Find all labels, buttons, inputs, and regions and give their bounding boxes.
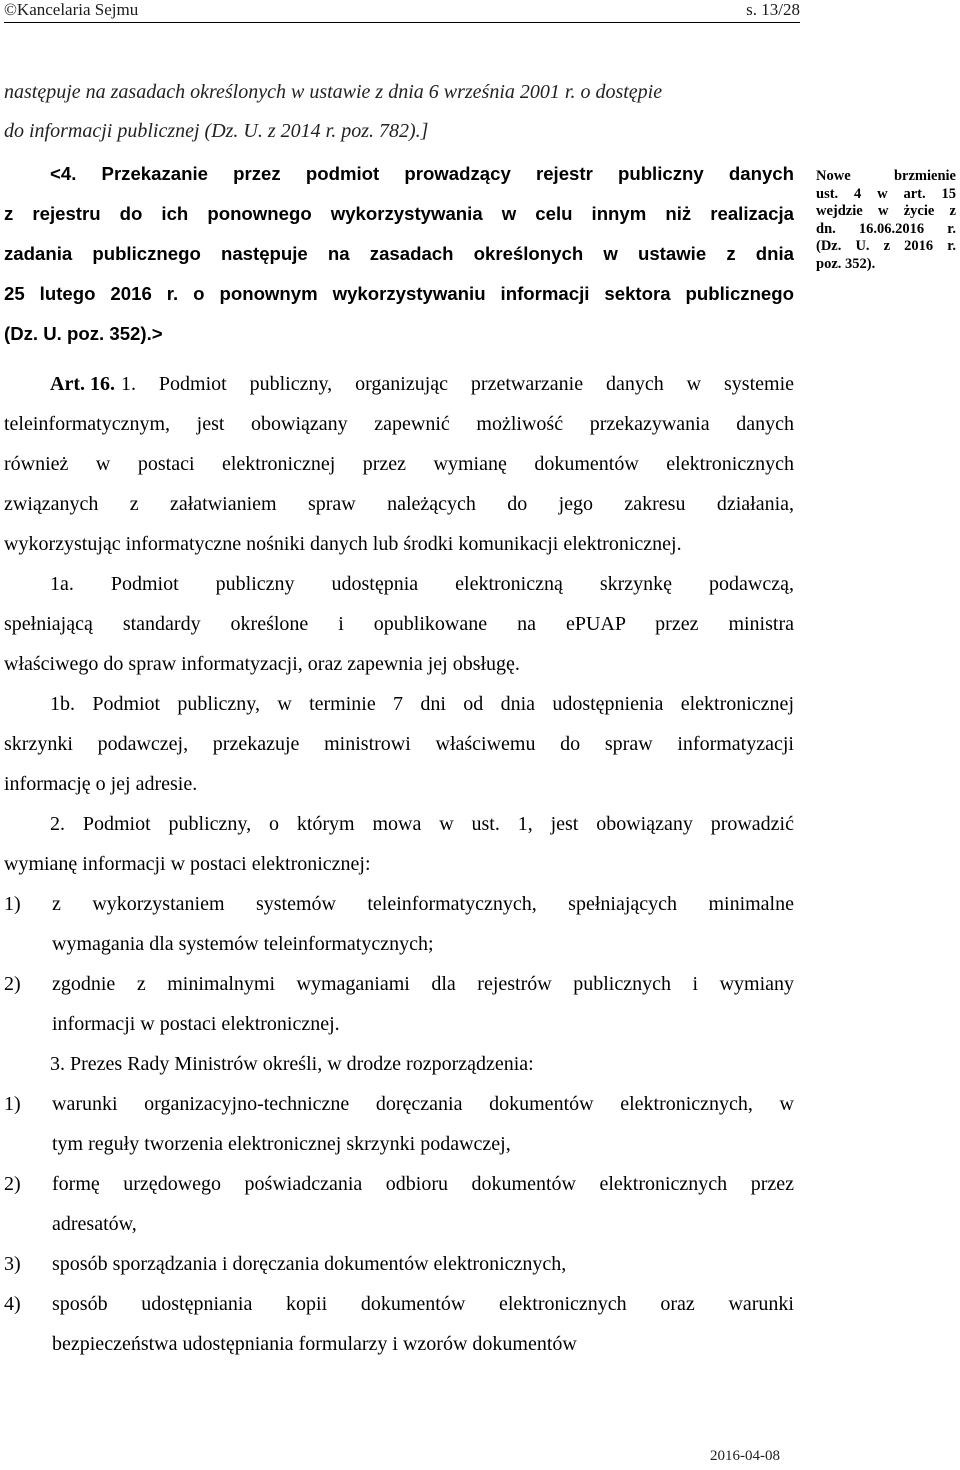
ust3-line-1: 3. Prezes Rady Ministrów określi, w drodze rozporządzenia: bbox=[50, 1053, 534, 1075]
intro-line-2: do informacji publicznej (Dz. U. z 2014 r. poz. 782).] bbox=[4, 120, 429, 142]
header-publisher: ©Kancelaria Sejmu bbox=[4, 0, 139, 19]
ust2-point-1-number: 1) bbox=[4, 893, 21, 915]
ust4-line-5: (Dz. U. poz. 352).> bbox=[4, 323, 163, 344]
ust3-point-3-line-1: sposób sporządzania i doręczania dokumentów elektronicznych, bbox=[52, 1253, 567, 1275]
intro-line-1: następuje na zasadach określonych w ustawie z dnia 6 września 2001 r. o dostępie bbox=[4, 81, 663, 103]
ust3-point-2-line-2: adresatów, bbox=[52, 1213, 137, 1235]
ust2-line-2: wymianę informacji w postaci elektronicznej: bbox=[4, 853, 371, 875]
art16-text-1: 1. Podmiot publiczny, organizując przetwarzanie danych w systemie bbox=[120, 373, 794, 395]
art16-line-1 bbox=[50, 372, 794, 396]
art16-line-4: związanych z załatwianiem spraw należących do jego zakresu działania, bbox=[4, 493, 794, 515]
ust2-point-2-line-1: zgodnie z minimalnymi wymaganiami dla rejestrów publicznych i wymiany bbox=[52, 973, 794, 995]
margin-note-line-1: Nowe brzmienie bbox=[816, 168, 956, 184]
ust4-line-3: zadania publicznego następuje na zasadach określonych w ustawie z dnia bbox=[4, 243, 794, 264]
ust4-line-2: z rejestru do ich ponownego wykorzystywania w celu innym niż realizacja bbox=[4, 203, 794, 224]
ust3-point-4-number: 4) bbox=[4, 1293, 21, 1315]
ust1b-line-2: skrzynki podawczej, przekazuje ministrowi właściwemu do spraw informatyzacji bbox=[4, 733, 794, 755]
ust1a-line-3: właściwego do spraw informatyzacji, oraz zapewnia jej obsługę. bbox=[4, 653, 520, 675]
page-header bbox=[4, 0, 800, 23]
ust2-point-1-line-2: wymagania dla systemów teleinformatycznych; bbox=[52, 933, 434, 955]
header-page-number: s. 13/28 bbox=[746, 0, 800, 19]
ust1a-line-2: spełniającą standardy określone i opublikowane na ePUAP przez ministra bbox=[4, 613, 794, 635]
ust3-point-4-line-1: sposób udostępniania kopii dokumentów elektronicznych oraz warunki bbox=[52, 1293, 794, 1315]
footer-date: 2016-04-08 bbox=[710, 1448, 780, 1464]
ust1a-line-1: 1a. Podmiot publiczny udostępnia elektroniczną skrzynkę podawczą, bbox=[50, 573, 794, 595]
art16-line-5: wykorzystując informatyczne nośniki danych lub środki komunikacji elektronicznej. bbox=[4, 533, 682, 555]
ust3-point-1-line-1: warunki organizacyjno-techniczne doręczania dokumentów elektronicznych, w bbox=[52, 1093, 794, 1115]
margin-note-line-4: dn. 16.06.2016 r. bbox=[816, 220, 956, 237]
ust2-point-2-number: 2) bbox=[4, 973, 21, 995]
ust2-line-1: 2. Podmiot publiczny, o którym mowa w ust. 1, jest obowiązany prowadzić bbox=[50, 813, 794, 835]
margin-note bbox=[816, 168, 956, 273]
ust3-point-4-line-2: bezpieczeństwa udostępniania formularzy i wzorów dokumentów bbox=[52, 1333, 577, 1355]
margin-note-line-6: poz. 352). bbox=[816, 255, 876, 272]
article-label: Art. 16. bbox=[50, 373, 115, 395]
margin-note-line-3: wejdzie w życie z bbox=[816, 203, 956, 219]
ust1b-line-3: informację o jej adresie. bbox=[4, 773, 198, 795]
margin-note-line-2: ust. 4 w art. 15 bbox=[816, 185, 956, 202]
ust2-point-1-line-1: z wykorzystaniem systemów teleinformatycznych, spełniających minimalne bbox=[52, 893, 794, 915]
ust1b-line-1: 1b. Podmiot publiczny, w terminie 7 dni od dnia udostępnienia elektronicznej bbox=[50, 693, 794, 715]
ust3-point-3-number: 3) bbox=[4, 1253, 21, 1275]
art16-line-3: również w postaci elektronicznej przez wymianę dokumentów elektronicznych bbox=[4, 453, 794, 475]
ust4-line-1: <4. Przekazanie przez podmiot prowadzący rejestr publiczny danych bbox=[50, 163, 794, 184]
margin-note-line-5: (Dz. U. z 2016 r. bbox=[816, 238, 956, 254]
art16-line-2: teleinformatycznym, jest obowiązany zapewnić możliwość przekazywania danych bbox=[4, 413, 794, 435]
ust3-point-1-number: 1) bbox=[4, 1093, 21, 1115]
ust3-point-1-line-2: tym reguły tworzenia elektronicznej skrzynki podawczej, bbox=[52, 1133, 511, 1155]
ust3-point-2-line-1: formę urzędowego poświadczania odbioru dokumentów elektronicznych przez bbox=[52, 1173, 794, 1195]
ust4-line-4: 25 lutego 2016 r. o ponownym wykorzystywaniu informacji sektora publicznego bbox=[4, 283, 794, 304]
ust2-point-2-line-2: informacji w postaci elektronicznej. bbox=[52, 1013, 340, 1035]
ust3-point-2-number: 2) bbox=[4, 1173, 21, 1195]
